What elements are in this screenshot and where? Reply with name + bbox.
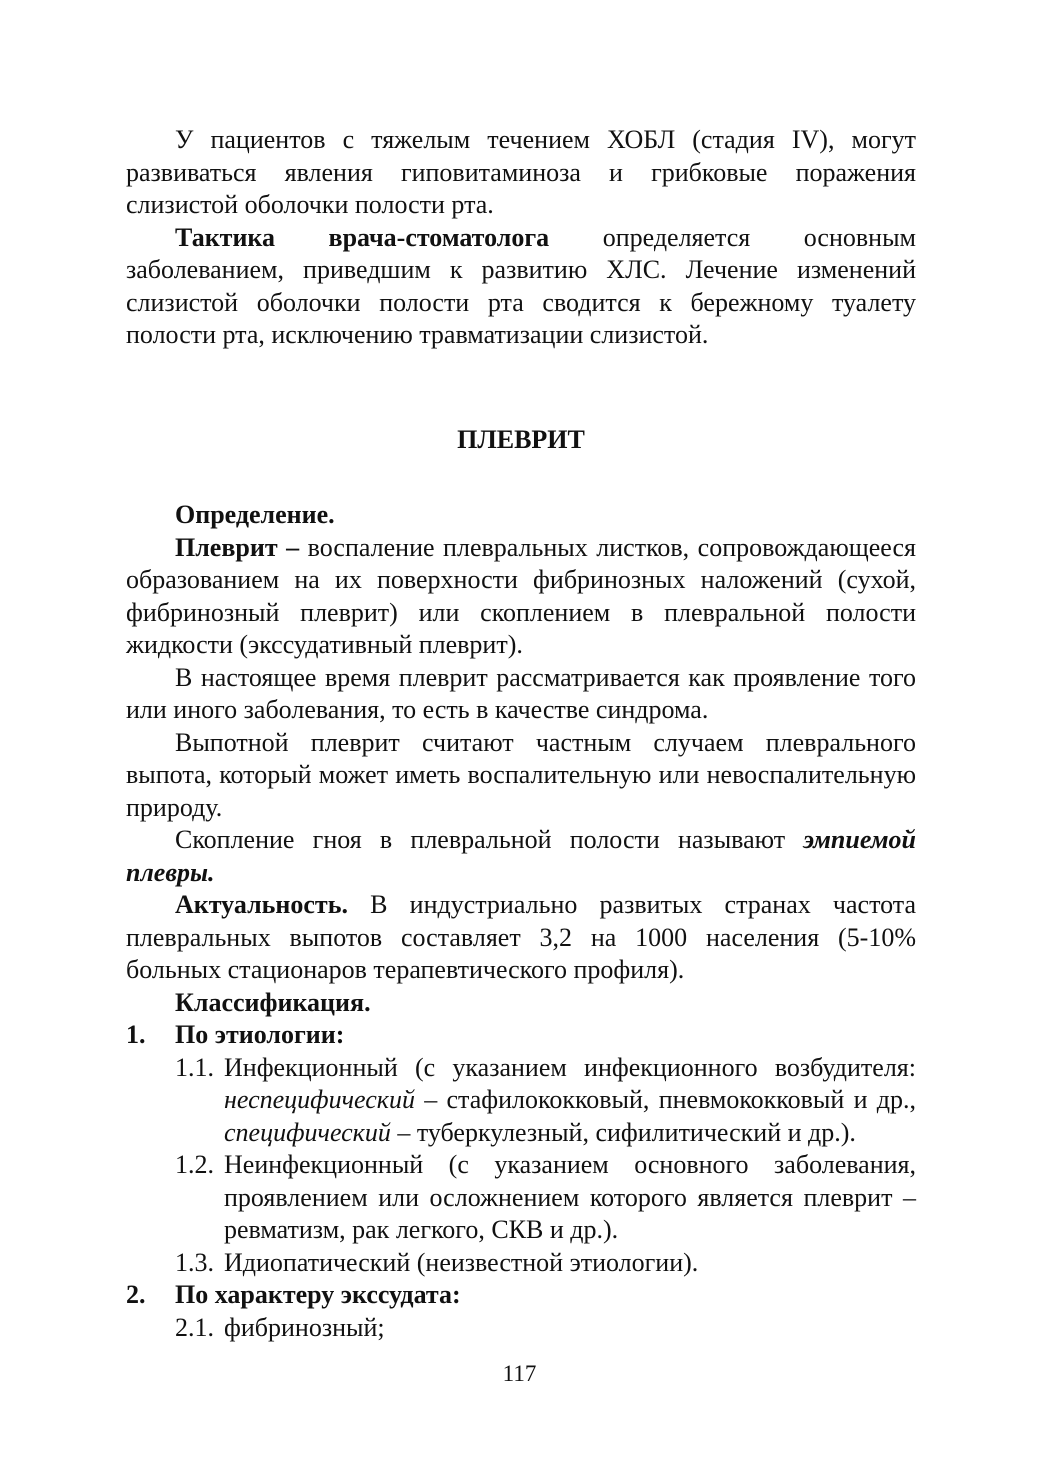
pleurisy-term: Плеврит – (175, 532, 300, 562)
group-title: По характеру экссудата: (175, 1280, 461, 1309)
item-text-part: Инфекционный (с указанием инфекционного возбудителя: (224, 1052, 916, 1082)
paragraph-copd: У пациентов с тяжелым течением ХОБЛ (стадия IV), могут развиваться явления гиповитаминоза и грибковые поражения слизистой оболочки полости рта. (126, 125, 916, 219)
item-text (224, 1052, 916, 1150)
page-number: 117 (502, 1361, 537, 1386)
empyema-text: Скопление гноя в плевральной полости называют (175, 825, 804, 854)
definition-text: воспаление плевральных листков, сопровождающееся образованием на их поверхности фибринозных наложений (сухой, фибринозный плеврит) или скоплением в плевральной полости жидкости (экссудативный плеврит). (126, 532, 916, 659)
page-content (126, 124, 916, 1344)
relevance-heading: Актуальность. (175, 890, 348, 919)
classification-group-2 (126, 1279, 916, 1312)
section-title: ПЛЕВРИТ (457, 424, 585, 454)
item-text: Неинфекционный (с указанием основного заболевания, проявлением или осложнением которого является плеврит – ревматизм, рак легкого, СКВ и др.). (224, 1150, 916, 1244)
group-number: 1. (126, 1020, 146, 1049)
group-title: По этиологии: (175, 1020, 345, 1049)
list-item (175, 1247, 916, 1280)
empyema-term: эмпиемой плевры. (126, 825, 916, 887)
item-text: фибринозный; (224, 1312, 385, 1342)
classification-heading: Классификация. (175, 987, 371, 1017)
item-text-part: – туберкулезный, сифилитический и др.). (390, 1117, 856, 1147)
item-text: Идиопатический (неизвестной этиологии). (224, 1247, 699, 1277)
relevance-text: В индустриально развитых странах частота плевральных выпотов составляет 3,2 на 1000 населения (5-10% больных стационаров терапевтического профиля). (126, 890, 916, 984)
specific-term: специфический (224, 1117, 391, 1147)
definition-heading: Определение. (175, 500, 335, 529)
paragraph-dentist-tactics (126, 222, 916, 352)
dentist-tactics-term: Тактика врача-стоматолога (175, 222, 550, 252)
item-text-part: – стафилококковый, пневмококковый и др., (414, 1085, 916, 1114)
paragraph-relevance (126, 889, 916, 987)
item-number: 1.2. (175, 1150, 214, 1179)
paragraph-definition (126, 532, 916, 662)
paragraph-syndrome: В настоящее время плеврит рассматривается как проявление того или иного заболевания, то есть в качестве синдрома. (126, 662, 916, 724)
item-number: 1.1. (175, 1052, 214, 1082)
paragraph-empyema (126, 824, 916, 889)
list-item (175, 1312, 916, 1345)
paragraph-effusion: Выпотной плеврит считают частным случаем плеврального выпота, который может иметь воспалительную или невоспалительную природу. (126, 727, 916, 822)
item-number: 1.3. (175, 1247, 214, 1277)
list-item (175, 1149, 916, 1247)
item-number: 2.1. (175, 1312, 214, 1342)
nonspecific-term: неспецифический (224, 1085, 415, 1114)
list-item (175, 1052, 916, 1150)
classification-group-1 (126, 1019, 916, 1052)
group-number: 2. (126, 1280, 146, 1309)
dentist-tactics-text: определяется основным заболеванием, приведшим к развитию ХЛС. Лечение изменений слизистой оболочки полости рта сводится к бережному туалету полости рта, исключению травматизации слизистой. (126, 222, 916, 349)
